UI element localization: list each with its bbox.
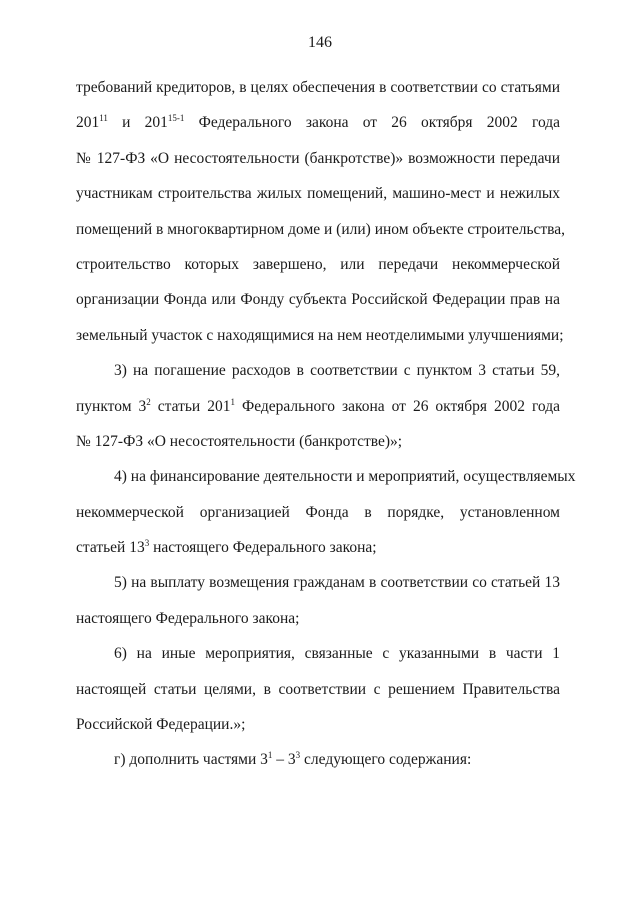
text-line: статьей $13^3$ настоящего Федерального закона; [76,538,377,557]
text-line: участникам строительства жилых помещений, машино-мест и нежилых [76,185,560,203]
body-text [76,70,576,778]
list-item-4: 4) на финансирование деятельности и мероприятий, осуществляемых [114,468,576,486]
text-line: настоящего Федерального закона; [76,609,300,627]
text-line: некоммерческой организацией Фонда в порядке, установленном [76,503,560,521]
page-number: 146 [308,34,332,51]
text-line: организации Фонда или Фонду субъекта Российской Федерации прав на [76,291,560,309]
text-line: пунктом $3^2$ статьи $201^1$ Федерального закона от 26 октября 2002 года [76,396,561,415]
text-line: № 127-ФЗ «О несостоятельности (банкротстве)» возможности передачи [76,149,560,167]
text-line: помещений в многоквартирном доме и (или) ином объекте строительства, [76,220,566,238]
text-line: № 127-ФЗ «О несостоятельности (банкротстве)»; [76,432,403,450]
text-line: настоящей статьи целями, в соответствии с решением Правительства [76,680,560,698]
list-item-g: г) дополнить частями $3^1 - 3^3$ следующего содержания: [114,750,472,769]
text-line: Российской Федерации.»; [76,716,246,734]
list-item-6: 6) на иные мероприятия, связанные с указанными в части 1 [114,645,560,663]
text-line: $201^{11}$ и 201$^{15-1}$ Федерального закона от 26 октября 2002 года [76,113,561,132]
list-item-3: 3) на погашение расходов в соответствии с пунктом 3 статьи 59, [114,362,560,380]
list-item-5: 5) на выплату возмещения гражданам в соответствии со статьей 13 [114,574,560,592]
text-line: земельный участок с находящимися на нем неотделимыми улучшениями; [76,326,564,344]
text-line: строительство которых завершено, или передачи некоммерческой [76,255,560,273]
text-line: требований кредиторов, в целях обеспечения в соответствии со статьями [76,79,560,96]
